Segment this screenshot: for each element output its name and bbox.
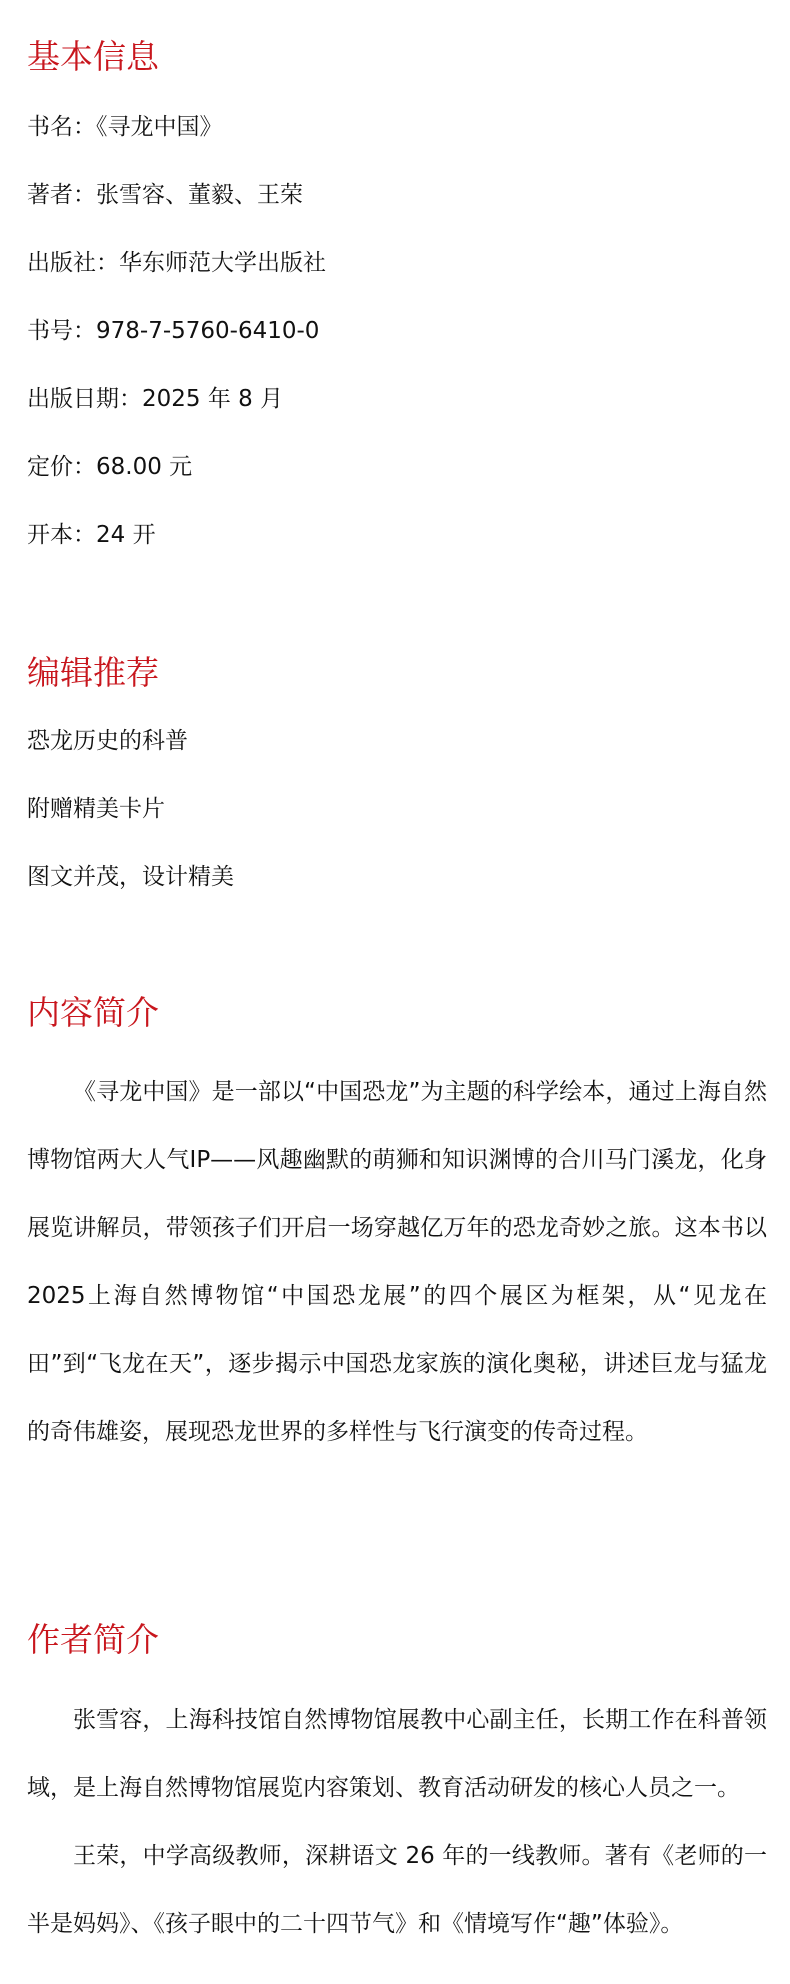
- content-intro-heading: 内容简介: [27, 993, 159, 1032]
- book-title-line: 书名：《寻龙中国》: [27, 114, 223, 140]
- isbn-line: 书号：978-7-5760-6410-0: [27, 318, 320, 344]
- authors-line: 著者：张雪容、董毅、王荣: [27, 182, 303, 208]
- price-line: 定价：68.00 元: [27, 454, 193, 480]
- format-line: 开本：24 开: [27, 522, 156, 548]
- author-intro-paragraph: 王荣，中学高级教师，深耕语文 26 年的一线教师。著有《老师的一半是妈妈》、《孩子眼中的二十四节气》和《情境写作“趣”体验》。: [27, 1843, 767, 1937]
- author-intro-paragraph: 张雪容，上海科技馆自然博物馆展教中心副主任，长期工作在科普领域，是上海自然博物馆展览内容策划、教育活动研发的核心人员之一。: [27, 1707, 767, 1801]
- basic-info-heading: 基本信息: [27, 37, 159, 76]
- publisher-line: 出版社：华东师范大学出版社: [27, 250, 326, 276]
- recommend-item: 恐龙历史的科普: [27, 728, 188, 754]
- pub-date-line: 出版日期：2025 年 8 月: [27, 386, 284, 412]
- author-intro-heading: 作者简介: [27, 1620, 159, 1659]
- editor-recommend-heading: 编辑推荐: [27, 653, 159, 692]
- content-intro-paragraph: 《寻龙中国》是一部以“中国恐龙”为主题的科学绘本，通过上海自然博物馆两大人气IP——风趣幽默的萌狮和知识渊博的合川马门溪龙，化身展览讲解员，带领孩子们开启一场穿越亿万年的恐龙奇妙之旅。这本书以2025上海自然博物馆“中国恐龙展”的四个展区为框架，从“见龙在田”到“飞龙在天”，逐步揭示中国恐龙家族的演化奥秘，讲述巨龙与猛龙的奇伟雄姿，展现恐龙世界的多样性与飞行演变的传奇过程。: [27, 1079, 767, 1445]
- recommend-item: 附赠精美卡片: [27, 796, 165, 822]
- recommend-item: 图文并茂，设计精美: [27, 864, 234, 890]
